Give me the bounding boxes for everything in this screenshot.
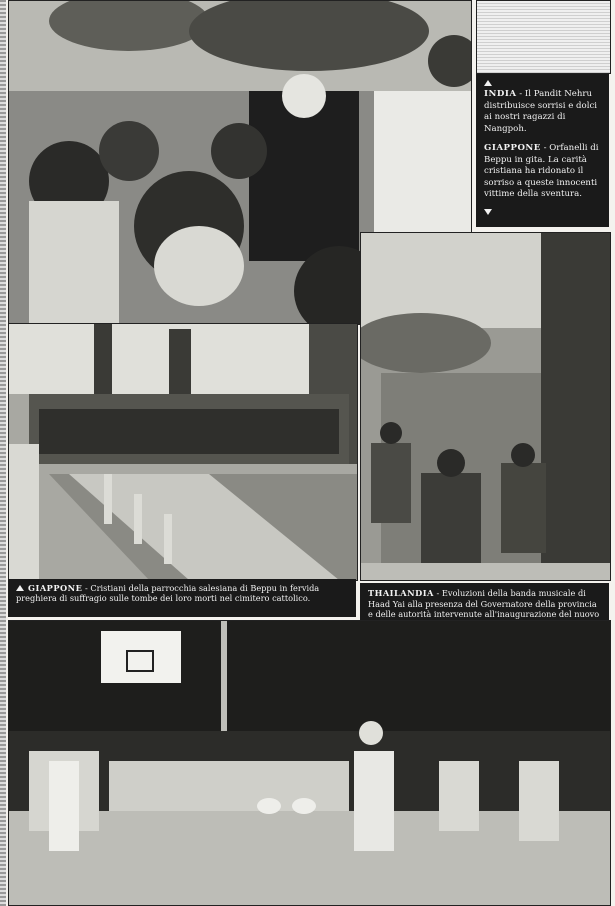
- page-binding-edge: [0, 0, 6, 906]
- caption-thailandia-text: - Evoluzioni della banda musicale di Haad Yai alla presenza del Governatore della provincia e delle autorità intervenute all'inaugurazione del nuovo: [368, 588, 600, 619]
- caption-giappone-cemetery-tag: GIAPPONE: [28, 583, 83, 593]
- caption-india-text: - Il Pandit Nehru distribuisce sorrisi e dolci ai nostri ragazzi di Nangpoh.: [484, 89, 598, 134]
- triangle-down-icon: [484, 209, 492, 215]
- triangle-up-icon: [484, 80, 492, 86]
- caption-giappone-cemetery-text: - Cristiani della parrocchia salesiana di Beppu in fervida preghiera di suffragio sulle tombe dei loro morti nel cimitero cattolico.: [16, 583, 320, 603]
- caption-india-giappone: [476, 74, 609, 227]
- caption-giappone-top: [484, 143, 601, 201]
- caption-giappone-top-tag: GIAPPONE: [484, 143, 541, 153]
- caption-giappone-top-text: - Orfanelli di Beppu in gita. La carità cristiana ha ridonato il sorriso a queste innocenti vittime della sventura.: [484, 143, 599, 199]
- caption-india: [484, 89, 601, 135]
- caption-giappone-cemetery: [8, 579, 356, 617]
- halftone-strip: [476, 0, 611, 74]
- caption-thailandia-tag: THAILANDIA: [368, 588, 434, 598]
- triangle-up-icon: [16, 585, 24, 591]
- photo-orphans-beppu: [360, 232, 611, 581]
- caption-india-tag: INDIA: [484, 89, 517, 99]
- photo-band-haad-yai: [8, 620, 611, 906]
- photo-cemetery-beppu: [8, 323, 358, 581]
